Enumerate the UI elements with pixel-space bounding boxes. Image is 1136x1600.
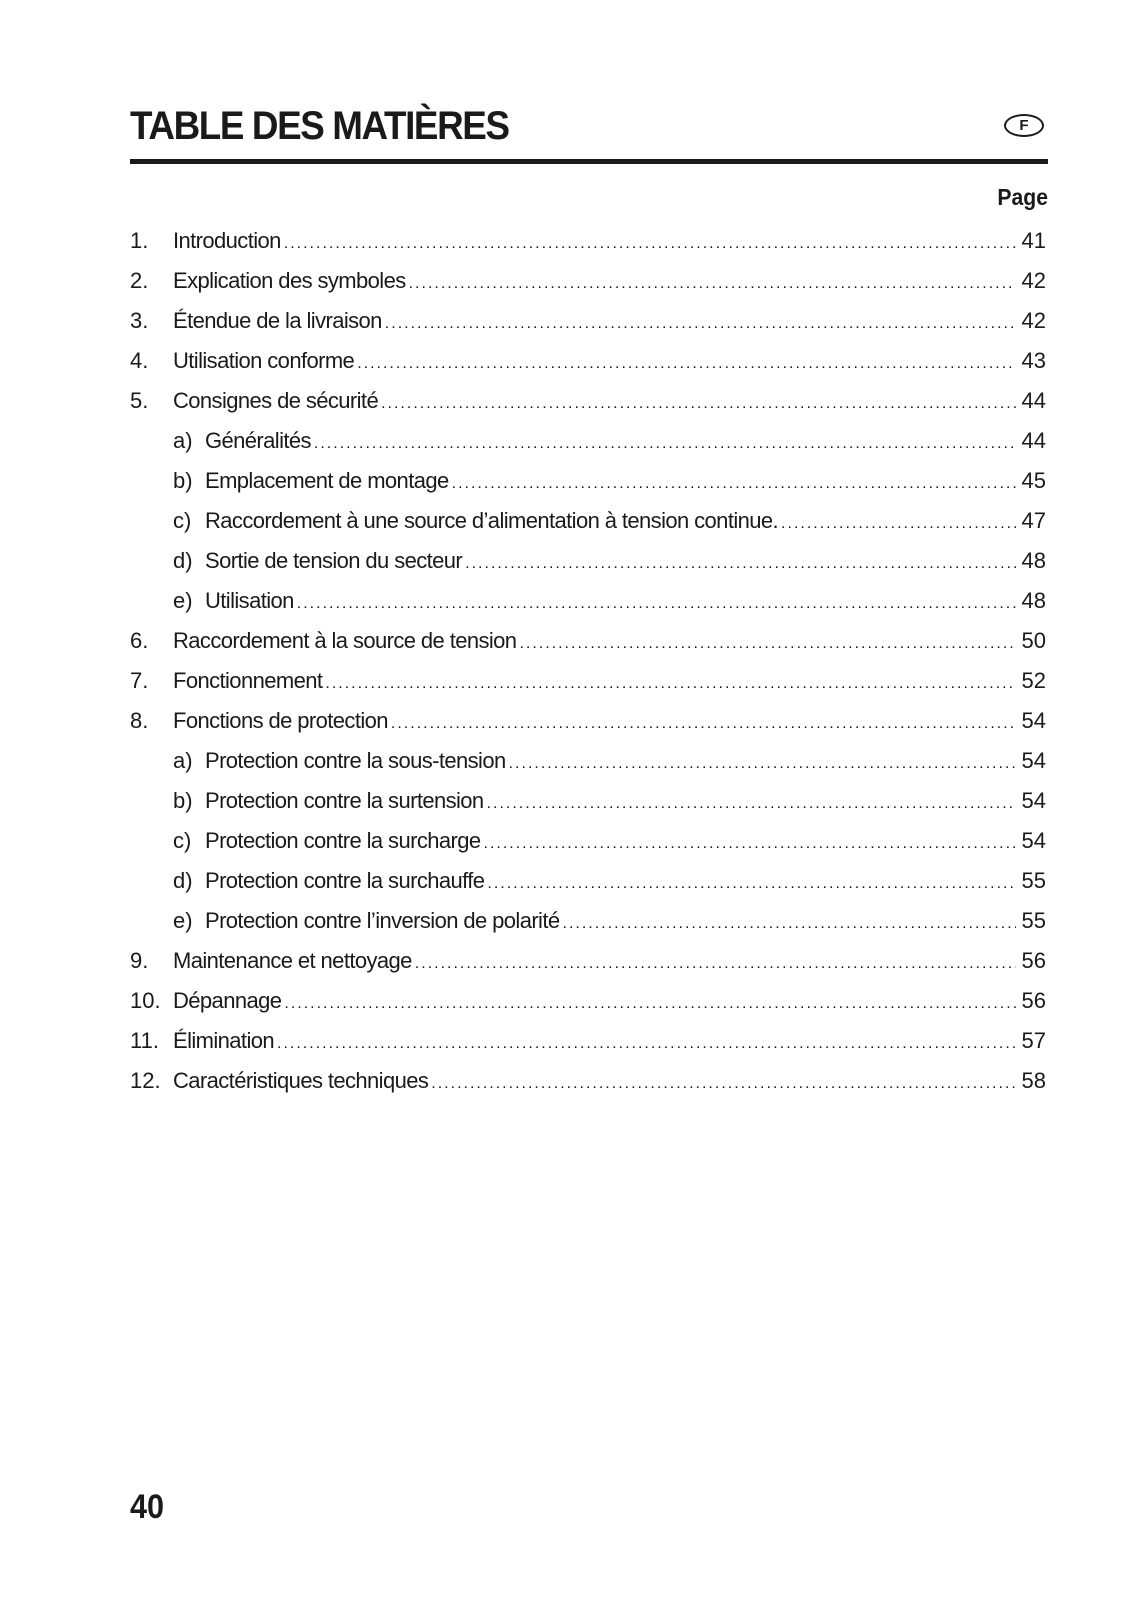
toc-entry-label: Protection contre l’inversion de polarité bbox=[205, 908, 560, 933]
toc-entry-number: 1. bbox=[130, 228, 149, 253]
toc-entry-page: 42 bbox=[1021, 308, 1046, 333]
toc-entry-label: Sortie de tension du secteur bbox=[205, 548, 463, 573]
toc-entry-number: 2. bbox=[130, 268, 149, 293]
toc-entry-label: Dépannage bbox=[173, 988, 282, 1013]
toc-entry-label: Maintenance et nettoyage bbox=[173, 948, 412, 973]
toc-entry-page: 48 bbox=[1021, 548, 1046, 573]
toc-dot-leader bbox=[385, 304, 1016, 344]
toc-dot-leader bbox=[484, 824, 1017, 864]
toc-entry[interactable] bbox=[130, 941, 1046, 981]
toc-entry-subletter: a) bbox=[173, 748, 193, 773]
toc-entry-page: 41 bbox=[1021, 228, 1046, 253]
toc-entry-label: Protection contre la surcharge bbox=[205, 828, 481, 853]
header-rule bbox=[130, 159, 1048, 164]
toc-dot-leader bbox=[297, 584, 1016, 624]
toc-entry-page: 48 bbox=[1021, 588, 1046, 613]
toc-entry-number: 3. bbox=[130, 308, 149, 333]
toc-dot-leader bbox=[284, 984, 1016, 1024]
toc-entry[interactable] bbox=[130, 221, 1046, 261]
toc-dot-leader bbox=[415, 944, 1016, 984]
toc-entry-page: 42 bbox=[1021, 268, 1046, 293]
toc-entry-page: 54 bbox=[1021, 788, 1046, 813]
toc-dot-leader bbox=[391, 704, 1016, 744]
toc-entry-label: Consignes de sécurité bbox=[173, 388, 379, 413]
toc-entry[interactable] bbox=[130, 781, 1046, 821]
toc-entry[interactable] bbox=[130, 701, 1046, 741]
toc-dot-leader bbox=[431, 1064, 1016, 1104]
toc-dot-leader bbox=[409, 264, 1016, 304]
toc-entry-label: Caractéristiques techniques bbox=[173, 1068, 429, 1093]
toc-entry-page: 44 bbox=[1021, 388, 1046, 413]
toc-dot-leader bbox=[509, 744, 1016, 784]
toc-entry-subletter: b) bbox=[173, 788, 193, 813]
toc-entry[interactable] bbox=[130, 381, 1046, 421]
toc-entry-page: 54 bbox=[1021, 828, 1046, 853]
toc-dot-leader bbox=[563, 904, 1017, 944]
toc-entry-label: Raccordement à la source de tension bbox=[173, 628, 517, 653]
toc-entry-label: Utilisation conforme bbox=[173, 348, 355, 373]
toc-entry-page: 45 bbox=[1021, 468, 1046, 493]
toc-dot-leader bbox=[357, 344, 1016, 384]
toc-entry-subletter: c) bbox=[173, 508, 192, 533]
toc-dot-leader bbox=[314, 424, 1016, 464]
toc-entry-subletter: c) bbox=[173, 828, 192, 853]
toc-entry[interactable] bbox=[130, 741, 1046, 781]
toc-entry-label: Emplacement de montage bbox=[205, 468, 449, 493]
toc-entry-label: Généralités bbox=[205, 428, 311, 453]
page-title: TABLE DES MATIÈRES bbox=[130, 104, 509, 148]
toc-entry-subletter: a) bbox=[173, 428, 193, 453]
toc-entry[interactable] bbox=[130, 621, 1046, 661]
toc-entry-page: 54 bbox=[1021, 708, 1046, 733]
toc-dot-leader bbox=[781, 504, 1016, 544]
toc-entry-label: Étendue de la livraison bbox=[173, 308, 382, 333]
toc-entry[interactable] bbox=[130, 1021, 1046, 1061]
toc-entry-page: 56 bbox=[1021, 948, 1046, 973]
toc-entry[interactable] bbox=[130, 861, 1046, 901]
toc-entry-label: Protection contre la surtension bbox=[205, 788, 484, 813]
toc-entry[interactable] bbox=[130, 901, 1046, 941]
toc-dot-leader bbox=[381, 384, 1016, 424]
toc-entry-label: Utilisation bbox=[205, 588, 294, 613]
toc-entry[interactable] bbox=[130, 501, 1046, 541]
toc-dot-leader bbox=[519, 624, 1016, 664]
toc-entry[interactable] bbox=[130, 461, 1046, 501]
toc-entry[interactable] bbox=[130, 541, 1046, 581]
toc-entry-subletter: e) bbox=[173, 588, 193, 613]
toc-entry-label: Protection contre la surchauffe bbox=[205, 868, 485, 893]
toc-entry-label: Élimination bbox=[173, 1028, 275, 1053]
toc-entry-number: 8. bbox=[130, 708, 149, 733]
page-header-bar bbox=[130, 98, 1048, 162]
toc-entry-page: 52 bbox=[1021, 668, 1046, 693]
toc-entry-label: Introduction bbox=[173, 228, 281, 253]
toc-entry-number: 4. bbox=[130, 348, 149, 373]
toc-entry-number: 12. bbox=[130, 1068, 161, 1093]
toc-entry-label: Protection contre la sous-tension bbox=[205, 748, 506, 773]
toc-entry-number: 11. bbox=[130, 1028, 159, 1053]
toc-entry-page: 43 bbox=[1021, 348, 1046, 373]
toc-entry[interactable] bbox=[130, 341, 1046, 381]
toc-entry-label: Explication des symboles bbox=[173, 268, 406, 293]
toc-dot-leader bbox=[487, 864, 1016, 904]
toc-entry[interactable] bbox=[130, 981, 1046, 1021]
toc-entry[interactable] bbox=[130, 1061, 1046, 1101]
table-of-contents bbox=[130, 221, 1046, 1101]
toc-dot-leader bbox=[284, 224, 1016, 264]
toc-entry-page: 55 bbox=[1021, 868, 1046, 893]
language-badge: F bbox=[1004, 114, 1044, 137]
toc-entry[interactable] bbox=[130, 301, 1046, 341]
toc-entry-page: 47 bbox=[1021, 508, 1046, 533]
toc-entry[interactable] bbox=[130, 261, 1046, 301]
toc-entry-subletter: e) bbox=[173, 908, 193, 933]
toc-dot-leader bbox=[465, 544, 1016, 584]
toc-entry-number: 5. bbox=[130, 388, 149, 413]
toc-entry-page: 58 bbox=[1021, 1068, 1046, 1093]
toc-entry[interactable] bbox=[130, 661, 1046, 701]
toc-entry[interactable] bbox=[130, 421, 1046, 461]
toc-entry-subletter: d) bbox=[173, 548, 193, 573]
toc-dot-leader bbox=[487, 784, 1016, 824]
toc-dot-leader bbox=[452, 464, 1016, 504]
toc-entry-page: 44 bbox=[1021, 428, 1046, 453]
toc-entry[interactable] bbox=[130, 581, 1046, 621]
toc-entry[interactable] bbox=[130, 821, 1046, 861]
toc-entry-subletter: b) bbox=[173, 468, 193, 493]
toc-entry-label: Raccordement à une source d’alimentation à tension continue. bbox=[205, 508, 779, 533]
toc-entry-subletter: d) bbox=[173, 868, 193, 893]
toc-entry-number: 7. bbox=[130, 668, 149, 693]
toc-entry-number: 10. bbox=[130, 988, 161, 1013]
toc-entry-label: Fonctionnement bbox=[173, 668, 323, 693]
toc-entry-page: 50 bbox=[1021, 628, 1046, 653]
toc-dot-leader bbox=[277, 1024, 1016, 1064]
toc-entry-page: 57 bbox=[1021, 1028, 1046, 1053]
toc-entry-number: 9. bbox=[130, 948, 149, 973]
page-column-label: Page bbox=[997, 184, 1048, 210]
toc-entry-page: 55 bbox=[1021, 908, 1046, 933]
footer-page-number: 40 bbox=[130, 1488, 165, 1526]
toc-dot-leader bbox=[325, 664, 1016, 704]
toc-entry-label: Fonctions de protection bbox=[173, 708, 388, 733]
toc-entry-number: 6. bbox=[130, 628, 149, 653]
toc-entry-page: 56 bbox=[1021, 988, 1046, 1013]
toc-entry-page: 54 bbox=[1021, 748, 1046, 773]
